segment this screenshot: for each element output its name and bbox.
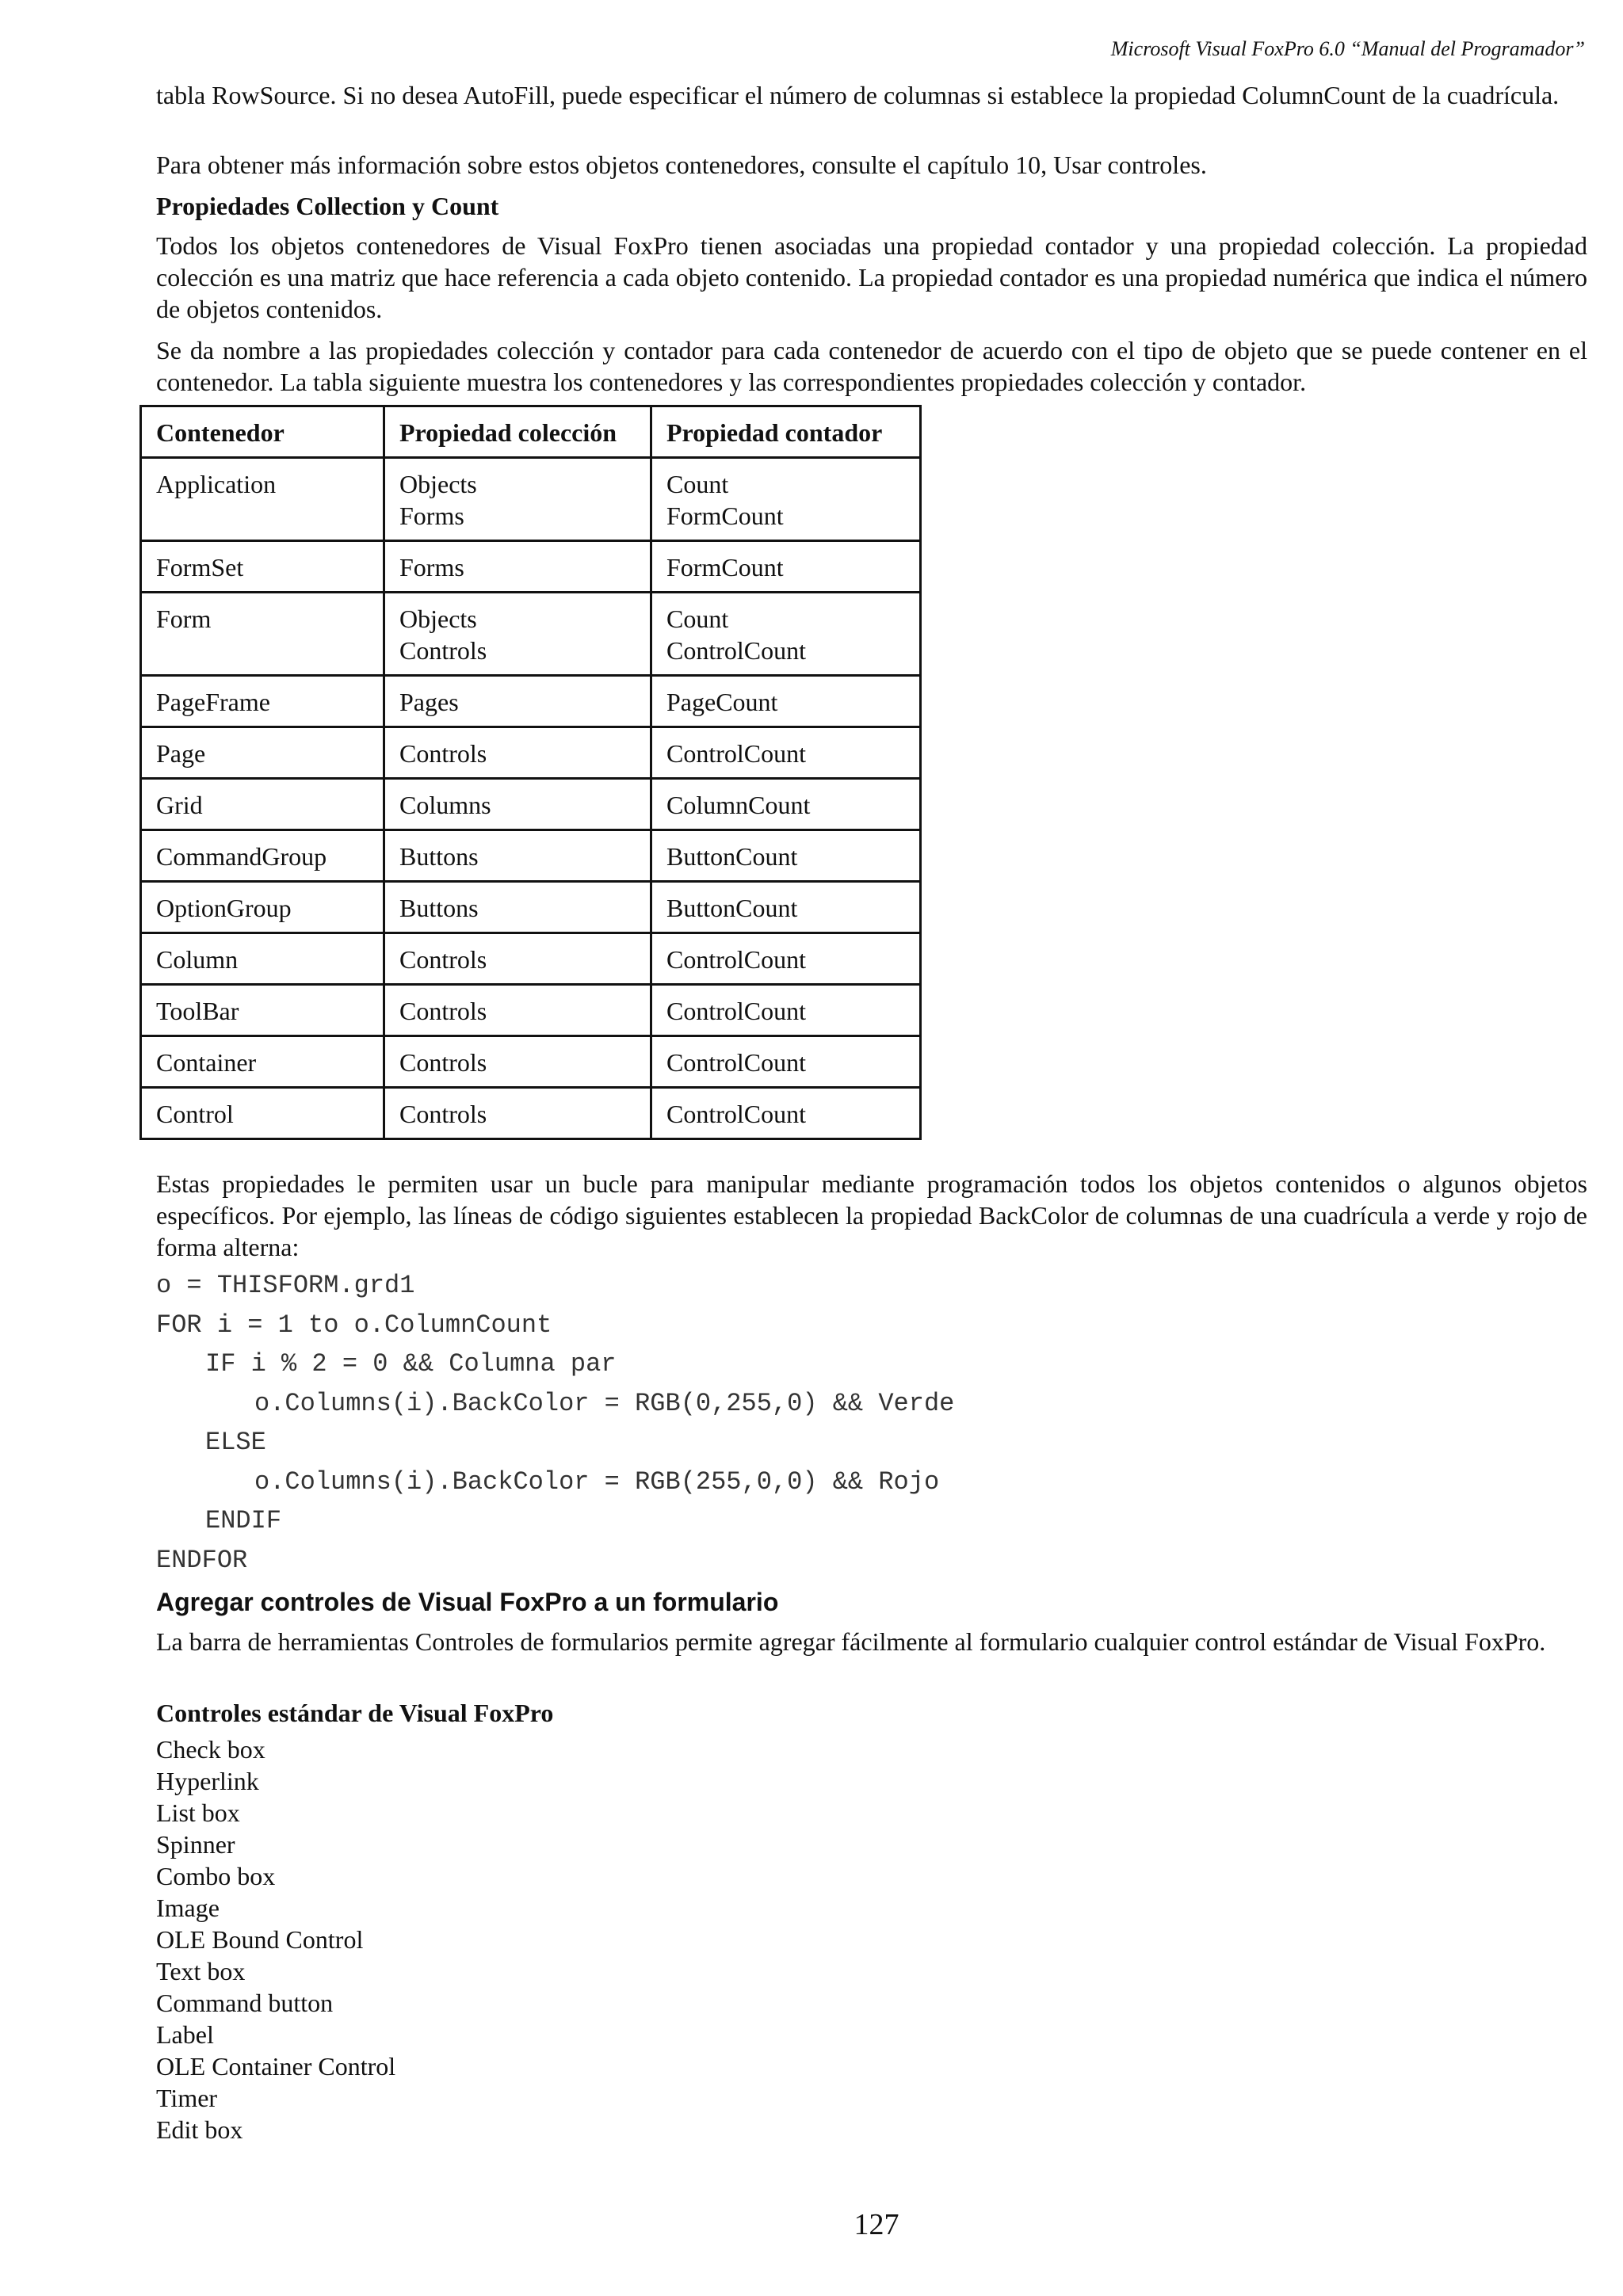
list-item: Combo box: [156, 1862, 276, 1890]
collection-value: Forms: [399, 553, 464, 582]
standard-controls-list: [156, 1733, 395, 2145]
collection-value: Controls: [399, 636, 487, 665]
code-line: ENDFOR: [156, 1545, 248, 1575]
cell-collection: [384, 933, 651, 985]
collection-value: Objects: [399, 605, 477, 633]
collection-value: Controls: [399, 997, 487, 1025]
cell-collection: [384, 1036, 651, 1088]
list-item: Timer: [156, 2084, 218, 2112]
paragraph-loop-intro: Estas propiedades le permiten usar un bucle para manipular mediante programación todos los objetos contenidos o algunos objetos específicos. Por ejemplo, las líneas de código siguientes establecen la propiedad BackColor de columnas de una cuadrícula a verde y rojo de forma alterna:: [156, 1169, 1587, 1261]
cell-container: Page: [141, 727, 384, 779]
counter-value: FormCount: [666, 502, 784, 530]
table-row: [141, 593, 921, 676]
collection-value: Forms: [399, 502, 464, 530]
cell-counter: [651, 933, 921, 985]
table-header-row: [141, 406, 921, 458]
list-item: OLE Container Control: [156, 2052, 396, 2081]
cell-container: Control: [141, 1088, 384, 1139]
cell-container: OptionGroup: [141, 882, 384, 933]
counter-value: ColumnCount: [666, 791, 811, 819]
table-row: [141, 676, 921, 727]
table-header-collection: Propiedad colección: [384, 406, 651, 458]
list-item: Hyperlink: [156, 1767, 259, 1795]
cell-container: ToolBar: [141, 985, 384, 1036]
paragraph-containers-intro: Todos los objetos contenedores de Visual FoxPro tienen asociadas una propiedad contador y una propiedad colección. La propiedad colección es una matriz que hace referencia a cada objeto contenido. La propiedad contador es una propiedad numérica que indica el número de objetos contenidos.: [156, 231, 1587, 323]
list-item: Command button: [156, 1989, 334, 2017]
counter-value: PageCount: [666, 688, 778, 716]
code-line: IF i % 2 = 0 && Columna par: [205, 1349, 617, 1379]
table-body: [141, 458, 921, 1139]
counter-value: ControlCount: [666, 997, 807, 1025]
table-row: [141, 1088, 921, 1139]
table-row: [141, 985, 921, 1036]
cell-container: Container: [141, 1036, 384, 1088]
paragraph-toolbar: La barra de herramientas Controles de formularios permite agregar fácilmente al formulario cualquier control estándar de Visual FoxPro.: [156, 1627, 1546, 1656]
paragraph-rowsource: tabla RowSource. Si no desea AutoFill, puede especificar el número de columnas si establece la propiedad ColumnCount de la cuadrícula.: [156, 81, 1560, 109]
code-line: o.Columns(i).BackColor = RGB(0,255,0) && Verde: [254, 1388, 955, 1418]
cell-counter: [651, 458, 921, 541]
collection-value: Objects: [399, 470, 477, 498]
code-line: o.Columns(i).BackColor = RGB(255,0,0) && Rojo: [254, 1466, 940, 1497]
list-item: Edit box: [156, 2115, 243, 2144]
cell-container: Column: [141, 933, 384, 985]
cell-collection: [384, 458, 651, 541]
cell-counter: [651, 1088, 921, 1139]
table-header-container: Contenedor: [141, 406, 384, 458]
counter-value: ControlCount: [666, 1100, 807, 1128]
code-block: [156, 1266, 954, 1580]
table-row: [141, 727, 921, 779]
list-item: Check box: [156, 1735, 265, 1764]
cell-counter: [651, 779, 921, 830]
list-item: Image: [156, 1894, 220, 1922]
cell-counter: [651, 985, 921, 1036]
cell-container: PageFrame: [141, 676, 384, 727]
collection-value: Pages: [399, 688, 459, 716]
counter-value: ButtonCount: [666, 842, 798, 871]
code-line: FOR i = 1 to o.ColumnCount: [156, 1310, 552, 1340]
code-line: ELSE: [205, 1428, 266, 1457]
list-item: Text box: [156, 1957, 246, 1985]
properties-table: [139, 405, 922, 1140]
cell-collection: [384, 779, 651, 830]
table-row: [141, 458, 921, 541]
page-number: 127: [854, 2208, 899, 2241]
counter-value: Count: [666, 470, 729, 498]
list-item: List box: [156, 1798, 240, 1827]
cell-counter: [651, 1036, 921, 1088]
collection-value: Buttons: [399, 894, 479, 922]
collection-value: Controls: [399, 945, 487, 974]
collection-value: Columns: [399, 791, 491, 819]
cell-container: Grid: [141, 779, 384, 830]
table-row: [141, 779, 921, 830]
cell-collection: [384, 830, 651, 882]
table-header-counter: Propiedad contador: [651, 406, 921, 458]
cell-collection: [384, 593, 651, 676]
cell-counter: [651, 593, 921, 676]
table-row: [141, 882, 921, 933]
running-header: Microsoft Visual FoxPro 6.0 “Manual del Programador”: [1110, 37, 1585, 60]
collection-value: Controls: [399, 1048, 487, 1077]
cell-container: FormSet: [141, 541, 384, 593]
cell-container: CommandGroup: [141, 830, 384, 882]
counter-value: ButtonCount: [666, 894, 798, 922]
code-line: o = THISFORM.grd1: [156, 1271, 415, 1300]
cell-collection: [384, 882, 651, 933]
cell-collection: [384, 727, 651, 779]
paragraph-more-info: Para obtener más información sobre estos objetos contenedores, consulte el capítulo 10, Usar controles.: [156, 151, 1207, 179]
counter-value: Count: [666, 605, 729, 633]
heading-standard-controls: Controles estándar de Visual FoxPro: [156, 1699, 554, 1727]
counter-value: ControlCount: [666, 739, 807, 768]
collection-value: Controls: [399, 739, 487, 768]
list-item: Label: [156, 2020, 214, 2049]
cell-counter: [651, 727, 921, 779]
list-item: Spinner: [156, 1830, 235, 1859]
table-row: [141, 541, 921, 593]
counter-value: ControlCount: [666, 1048, 807, 1077]
cell-container: Application: [141, 458, 384, 541]
cell-collection: [384, 985, 651, 1036]
counter-value: FormCount: [666, 553, 784, 582]
counter-value: ControlCount: [666, 945, 807, 974]
cell-counter: [651, 882, 921, 933]
counter-value: ControlCount: [666, 636, 807, 665]
table-row: [141, 830, 921, 882]
cell-collection: [384, 1088, 651, 1139]
code-line: ENDIF: [205, 1506, 282, 1535]
cell-counter: [651, 830, 921, 882]
cell-collection: [384, 676, 651, 727]
cell-counter: [651, 541, 921, 593]
cell-collection: [384, 541, 651, 593]
collection-value: Buttons: [399, 842, 479, 871]
table-row: [141, 1036, 921, 1088]
table-row: [141, 933, 921, 985]
cell-counter: [651, 676, 921, 727]
heading-collection-count: Propiedades Collection y Count: [156, 192, 499, 220]
cell-container: Form: [141, 593, 384, 676]
heading-add-controls: Agregar controles de Visual FoxPro a un formulario: [156, 1588, 779, 1616]
paragraph-table-intro: Se da nombre a las propiedades colección y contador para cada contenedor de acuerdo con el tipo de objeto que se puede contener en el contenedor. La tabla siguiente muestra los contenedores y las correspondientes propiedades colección y contador.: [156, 336, 1587, 396]
list-item: OLE Bound Control: [156, 1925, 364, 1954]
collection-value: Controls: [399, 1100, 487, 1128]
